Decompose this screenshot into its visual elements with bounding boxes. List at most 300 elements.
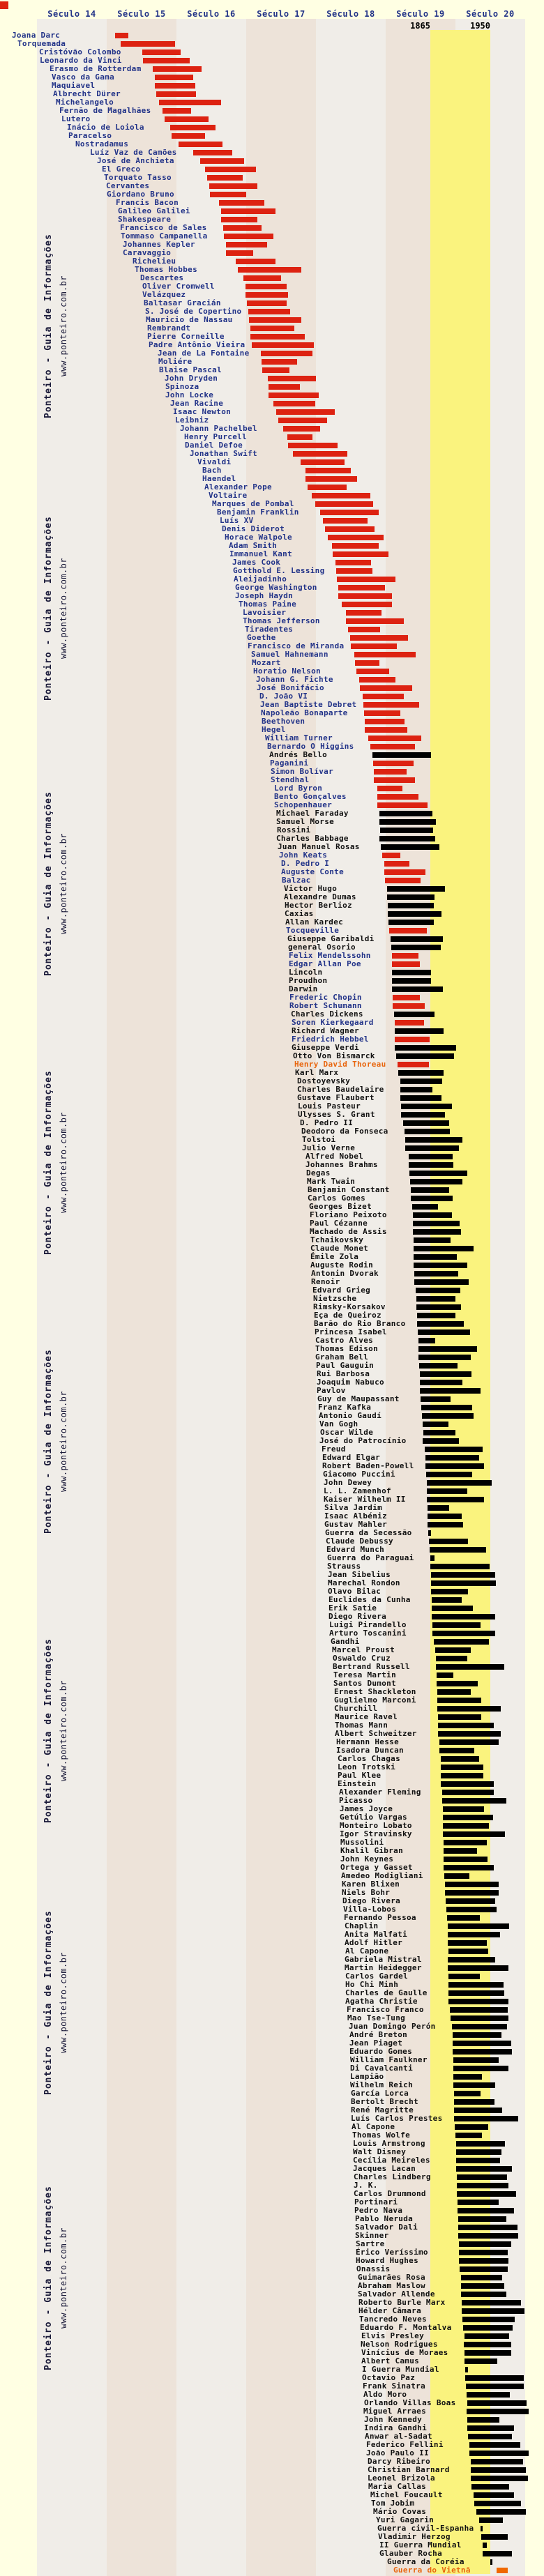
timeline-row <box>0 2508 544 2516</box>
timeline-row <box>0 1303 544 1311</box>
lifespan-bar <box>438 1731 501 1737</box>
person-name: Vladimir Herzog <box>378 2532 451 2541</box>
lifespan-bar <box>427 1480 492 1486</box>
timeline-row <box>0 2307 544 2315</box>
person-name: Portinari <box>354 2197 398 2207</box>
timeline-row <box>0 1922 544 1930</box>
timeline-row <box>0 1328 544 1336</box>
person-name: Samuel Hahnemann <box>251 650 328 659</box>
lifespan-bar <box>458 2225 517 2230</box>
timeline-row <box>0 2365 544 2374</box>
person-name: Marechal Rondon <box>328 1578 400 1587</box>
lifespan-bar <box>238 267 301 273</box>
person-name: John Kennedy <box>364 2415 423 2424</box>
timeline-row <box>0 2566 544 2575</box>
timeline-row <box>0 2064 544 2073</box>
timeline-row <box>0 1362 544 1370</box>
person-name: Alfred Nobel <box>305 1152 364 1161</box>
lifespan-bar <box>165 116 209 122</box>
lifespan-bar <box>385 878 421 883</box>
lifespan-bar <box>428 1530 431 1536</box>
timeline-row <box>0 1613 544 1621</box>
lifespan-bar <box>209 183 257 189</box>
timeline-row <box>0 2349 544 2357</box>
lifespan-bar <box>395 1028 444 1034</box>
timeline-row <box>0 1981 544 1989</box>
lifespan-bar <box>448 1999 508 2004</box>
person-name: Luigi Pirandello <box>329 1620 407 1629</box>
timeline-row <box>0 1939 544 1947</box>
person-name: Teresa Martin <box>333 1670 396 1679</box>
lifespan-bar <box>455 2124 488 2130</box>
lifespan-bar <box>446 1907 497 1912</box>
person-name: Tolstoi <box>302 1135 336 1144</box>
lifespan-bar <box>400 1087 432 1092</box>
timeline-row <box>0 2265 544 2273</box>
person-name: Joaquim Nabuco <box>317 1378 384 1387</box>
lifespan-bar <box>223 225 262 231</box>
person-name: Shakespeare <box>118 215 172 224</box>
timeline-row <box>0 977 544 985</box>
lifespan-bar <box>388 920 434 925</box>
person-name: Edgar Allan Poe <box>289 959 361 968</box>
timeline-row <box>0 299 544 307</box>
person-name: Carlos Drummond <box>354 2189 426 2198</box>
lifespan-bar <box>252 342 314 348</box>
person-name: Otto Von Bismarck <box>293 1051 375 1060</box>
timeline-row <box>0 826 544 834</box>
lifespan-bar <box>333 551 388 557</box>
timeline-row <box>0 1035 544 1044</box>
person-name: Julio Verne <box>302 1143 356 1152</box>
timeline-row <box>0 2315 544 2324</box>
person-name: Thomas Jefferson <box>243 616 320 625</box>
timeline-row <box>0 1562 544 1571</box>
timeline-row <box>0 1353 544 1362</box>
timeline-row <box>0 2156 544 2165</box>
lifespan-bar <box>276 409 335 415</box>
lifespan-bar <box>348 627 380 632</box>
lifespan-bar <box>467 2417 499 2423</box>
lifespan-bar <box>268 376 316 381</box>
person-name: Napoleão Bonaparte <box>261 708 348 717</box>
lifespan-bar <box>368 736 421 741</box>
lifespan-bar <box>350 635 408 641</box>
person-name: Felix Mendelssohn <box>289 951 371 960</box>
timeline-row <box>0 2181 544 2190</box>
watermark-url: www.ponteiro.com.br <box>59 2227 68 2329</box>
timeline-row <box>0 1989 544 1997</box>
person-name: Nelson Rodrigues <box>361 2340 438 2349</box>
lifespan-bar <box>476 2509 526 2515</box>
lifespan-bar <box>156 91 196 97</box>
person-name: Pablo Neruda <box>355 2214 414 2223</box>
person-name: Moliére <box>158 357 192 366</box>
person-name: Villa-Lobos <box>343 1905 397 1914</box>
lifespan-bar <box>365 719 405 724</box>
lifespan-bar <box>444 1848 477 1854</box>
timeline-row <box>0 31 544 40</box>
lifespan-bar <box>414 1263 467 1268</box>
timeline-row <box>0 341 544 349</box>
lifespan-bar <box>417 1313 455 1318</box>
person-name: Tancredo Neves <box>359 2315 427 2324</box>
person-name: Samuel Morse <box>276 817 335 826</box>
lifespan-bar <box>456 2166 512 2172</box>
lifespan-bar <box>448 1957 495 1963</box>
timeline-row <box>0 1228 544 1236</box>
person-name: Glauber Rocha <box>379 2549 442 2558</box>
timeline-row <box>0 1880 544 1889</box>
person-name: Claude Debussy <box>326 1537 393 1546</box>
lifespan-bar <box>354 652 416 657</box>
timeline-row <box>0 2282 544 2290</box>
person-name: Thomas Mann <box>335 1721 388 1730</box>
person-name: Aleijadinho <box>234 574 287 584</box>
lifespan-bar <box>245 284 287 289</box>
person-name: Pavlov <box>317 1386 346 1395</box>
lifespan-bar <box>437 1681 478 1686</box>
person-name: Caravaggio <box>123 248 172 257</box>
person-name: Hélder Câmara <box>358 2306 421 2315</box>
timeline-row <box>0 1236 544 1244</box>
person-name: Hermann Hesse <box>336 1737 399 1746</box>
person-name: Jean Racine <box>170 399 224 408</box>
person-name: Orlando Villas Boas <box>364 2398 456 2407</box>
lifespan-bar <box>418 1338 435 1343</box>
timeline-row <box>0 1370 544 1378</box>
lifespan-bar <box>474 2492 514 2498</box>
person-name: Paul Klee <box>338 1771 381 1780</box>
lifespan-bar <box>395 1037 430 1042</box>
person-name: Anita Malfati <box>345 1930 407 1939</box>
lifespan-bar <box>381 844 439 850</box>
person-name: Leonardo da Vinci <box>40 56 122 65</box>
timeline-row <box>0 2533 544 2541</box>
lifespan-bar <box>417 1321 464 1327</box>
timeline-row <box>0 1997 544 2006</box>
timeline-row <box>0 241 544 249</box>
lifespan-bar <box>403 1120 449 1126</box>
person-name: Deodoro da Fonseca <box>301 1127 388 1136</box>
person-name: Paganini <box>270 759 309 768</box>
timeline-row <box>0 993 544 1002</box>
lifespan-bar <box>250 334 305 340</box>
person-name: Niels Bohr <box>342 1888 391 1897</box>
lifespan-bar <box>444 1857 488 1862</box>
timeline-row <box>0 1169 544 1178</box>
person-name: Victor Hugo <box>284 884 338 893</box>
timeline-row <box>0 1679 544 1688</box>
event-name: Guerra da Secessão <box>325 1528 412 1537</box>
timeline-row <box>0 1713 544 1721</box>
person-name: Mussolini <box>340 1838 384 1847</box>
timeline-row <box>0 1730 544 1738</box>
lifespan-bar <box>456 2141 505 2147</box>
lifespan-bar <box>457 2183 508 2188</box>
lifespan-bar <box>437 1672 453 1678</box>
person-name: Henry Purcell <box>184 432 247 441</box>
timeline-row <box>0 441 544 450</box>
timeline-row <box>0 793 544 801</box>
person-name: El Greco <box>102 165 141 174</box>
timeline-row <box>0 182 544 190</box>
person-name: Thomas Hobbes <box>135 265 197 274</box>
timeline-row <box>0 148 544 157</box>
timeline-row <box>0 918 544 927</box>
person-name: John Dewey <box>324 1478 372 1487</box>
lifespan-bar <box>479 2517 503 2523</box>
person-name: Oswaldo Cruz <box>333 1654 391 1663</box>
lifespan-bar <box>469 2442 520 2448</box>
timeline-row <box>0 2089 544 2098</box>
lifespan-bar <box>393 995 420 1000</box>
person-name: Bertolt Brecht <box>351 2097 418 2106</box>
lifespan-bar <box>380 828 433 833</box>
person-name: Igor Stravinsky <box>340 1829 412 1838</box>
timeline-row <box>0 199 544 207</box>
lifespan-bar <box>115 33 128 38</box>
timeline-row <box>0 1579 544 1587</box>
lifespan-bar <box>460 2266 508 2272</box>
person-name: Giacomo Puccini <box>323 1470 395 1479</box>
person-name: Charles Babbage <box>276 834 349 843</box>
person-name: Vinícius de Moraes <box>361 2348 448 2357</box>
lifespan-bar <box>453 2032 501 2038</box>
lifespan-bar <box>447 1915 480 1921</box>
lifespan-bar <box>320 510 379 515</box>
timeline-row <box>0 1771 544 1780</box>
timeline-row <box>0 1512 544 1521</box>
timeline-row <box>0 809 544 818</box>
timeline-row <box>0 307 544 316</box>
person-name: Johann Pachelbel <box>180 424 257 433</box>
timeline-row <box>0 943 544 952</box>
timeline-row <box>0 1052 544 1060</box>
timeline-row <box>0 2148 544 2156</box>
lifespan-bar <box>439 1739 499 1745</box>
person-name: Rimsky-Korsakov <box>313 1302 386 1311</box>
person-name: Roberto Burle Marx <box>358 2298 446 2307</box>
timeline-row <box>0 508 544 517</box>
person-name: Nietzsche <box>313 1294 357 1303</box>
person-name: Castro Alves <box>315 1336 374 1345</box>
timeline-row <box>0 1629 544 1638</box>
timeline-row <box>0 1244 544 1253</box>
lifespan-bar <box>443 1831 505 1837</box>
timeline-row <box>0 1671 544 1679</box>
lifespan-bar <box>471 2484 509 2490</box>
lifespan-bar <box>464 2350 511 2356</box>
lifespan-bar <box>453 2041 511 2046</box>
person-name: D. Pedro II <box>300 1118 354 1127</box>
person-name: Robert Baden-Powell <box>322 1461 414 1470</box>
century-label: Século 15 <box>117 9 166 19</box>
lifespan-bar <box>414 1254 457 1260</box>
person-name: Yuri Gagarin <box>376 2515 435 2524</box>
person-name: Federico Fellini <box>366 2440 444 2449</box>
lifespan-bar <box>425 1463 484 1469</box>
lifespan-bar <box>458 2216 506 2222</box>
timeline-row <box>0 2541 544 2550</box>
person-name: Haendel <box>202 474 236 483</box>
timeline-row <box>0 2332 544 2340</box>
lifespan-bar <box>247 300 287 306</box>
timeline-row <box>0 1144 544 1152</box>
timeline-row <box>0 1546 544 1554</box>
lifespan-bar <box>454 2116 518 2121</box>
timeline-row <box>0 1847 544 1855</box>
person-name: Spinoza <box>165 382 199 391</box>
lifespan-bar <box>490 2559 492 2565</box>
person-name: Adolf Hitler <box>345 1938 403 1947</box>
lifespan-bar <box>438 1723 494 1728</box>
century-label: Século 19 <box>396 9 445 19</box>
person-name: Barão do Rio Branco <box>314 1319 406 1328</box>
event-name: Guerra do Paraguai <box>327 1553 414 1562</box>
person-name: Frederic Chopin <box>289 993 362 1002</box>
person-name: L. L. Zamenhof <box>324 1486 391 1495</box>
century-label: Século 20 <box>466 9 515 19</box>
person-name: Mauricio de Nassau <box>146 315 233 324</box>
timeline-row <box>0 358 544 366</box>
timeline-row <box>0 2131 544 2140</box>
lifespan-bar <box>398 1070 444 1076</box>
person-name: Balzac <box>282 876 311 885</box>
lifespan-bar <box>226 242 267 247</box>
person-name: Goethe <box>247 633 276 642</box>
person-name: Frank Sinatra <box>363 2381 425 2391</box>
lifespan-bar <box>425 1447 483 1452</box>
person-name: Ho Chi Minh <box>345 1980 399 1989</box>
person-name: Tom Jobim <box>371 2499 415 2508</box>
timeline-row <box>0 2014 544 2022</box>
watermark-ponteiro: Ponteiro - Guia de Informações <box>43 234 54 418</box>
timeline-row <box>0 818 544 826</box>
lifespan-bar <box>410 1179 462 1184</box>
lifespan-bar <box>301 459 345 465</box>
lifespan-bar <box>372 752 431 758</box>
lifespan-bar <box>377 794 418 800</box>
lifespan-bar <box>427 1497 484 1502</box>
lifespan-bar <box>468 2434 512 2439</box>
timeline-row <box>0 1813 544 1822</box>
lifespan-bar <box>423 1438 459 1444</box>
timeline-row <box>0 165 544 174</box>
lifespan-bar <box>467 2400 527 2406</box>
lifespan-bar <box>450 2007 508 2013</box>
person-name: Immanuel Kant <box>229 549 292 558</box>
person-name: Cristóvão Colombo <box>39 47 121 56</box>
person-name: George Washington <box>235 583 317 592</box>
lifespan-bar <box>448 1982 504 1988</box>
person-name: Karen Blixen <box>342 1880 400 1889</box>
lifespan-bar <box>453 2074 482 2080</box>
lifespan-bar <box>461 2283 504 2289</box>
person-name: García Lorca <box>351 2089 409 2098</box>
person-name: Fernando Pessoa <box>344 1913 416 1922</box>
person-name: Joana Darc <box>12 31 61 40</box>
watermark-url: www.ponteiro.com.br <box>59 1952 68 2053</box>
lifespan-bar <box>278 418 327 423</box>
person-name: Isadora Duncan <box>336 1746 404 1755</box>
timeline-row <box>0 2449 544 2457</box>
lifespan-bar <box>355 660 379 666</box>
person-name: Silva Jardim <box>324 1503 383 1512</box>
timeline-row <box>0 1537 544 1546</box>
timeline-row <box>0 433 544 441</box>
timeline-row <box>0 1872 544 1880</box>
person-name: Elvis Presley <box>361 2331 424 2340</box>
event-name: Guerra do Vietnã <box>393 2566 471 2575</box>
timeline-row <box>0 1111 544 1119</box>
timeline-row <box>0 1295 544 1303</box>
timeline-row <box>0 2273 544 2282</box>
timeline-row <box>0 1027 544 1035</box>
timeline-row <box>0 399 544 408</box>
lifespan-bar <box>464 2342 511 2347</box>
lifespan-bar <box>418 1329 470 1335</box>
person-name: Einstein <box>338 1779 377 1788</box>
person-name: William Faulkner <box>350 2055 428 2064</box>
timeline-row <box>0 157 544 165</box>
timeline-row <box>0 1186 544 1194</box>
lifespan-bar <box>163 108 191 114</box>
person-name: Guy de Maupassant <box>317 1394 400 1403</box>
person-name: Hector Berlioz <box>285 901 352 910</box>
lifespan-bar <box>414 1279 469 1285</box>
person-name: Jean Baptiste Debret <box>260 700 357 709</box>
timeline-row <box>0 1864 544 1872</box>
lifespan-bar <box>414 1237 451 1243</box>
timeline-row <box>0 190 544 199</box>
person-name: Antonio Gaudí <box>319 1411 381 1420</box>
lifespan-bar <box>387 886 445 892</box>
lifespan-bar <box>200 158 244 164</box>
timeline-row <box>0 408 544 416</box>
lifespan-bar <box>391 945 441 950</box>
lifespan-bar <box>377 786 402 791</box>
lifespan-bar <box>454 2091 481 2096</box>
lifespan-bar <box>448 1923 509 1929</box>
lifespan-bar <box>432 1597 462 1603</box>
person-name: Rembrandt <box>147 323 191 333</box>
person-name: Proudhon <box>289 976 328 985</box>
event-name: Guerra da Coréia <box>387 2557 464 2566</box>
lifespan-bar <box>466 2384 524 2389</box>
person-name: Al Capone <box>352 2122 395 2131</box>
lifespan-bar <box>221 208 275 214</box>
timeline-row <box>0 1044 544 1052</box>
lifespan-bar <box>428 1522 463 1527</box>
lifespan-bar <box>444 1840 487 1845</box>
person-name: Albert Camus <box>361 2356 420 2365</box>
person-name: Aldo Moro <box>363 2390 407 2399</box>
lifespan-bar <box>261 351 312 356</box>
lifespan-bar <box>481 2534 508 2540</box>
person-name: Karl Marx <box>295 1068 339 1077</box>
lifespan-bar <box>363 694 404 699</box>
person-name: Giuseppe Garibaldi <box>287 934 375 943</box>
timeline-row <box>0 1587 544 1596</box>
lifespan-bar <box>221 217 257 222</box>
timeline-row <box>0 1571 544 1579</box>
person-name: Claude Monet <box>310 1244 369 1253</box>
lifespan-bar <box>423 1422 448 1427</box>
timeline-row <box>0 374 544 383</box>
person-name: Erik Satie <box>328 1603 377 1613</box>
lifespan-bar <box>142 49 181 55</box>
